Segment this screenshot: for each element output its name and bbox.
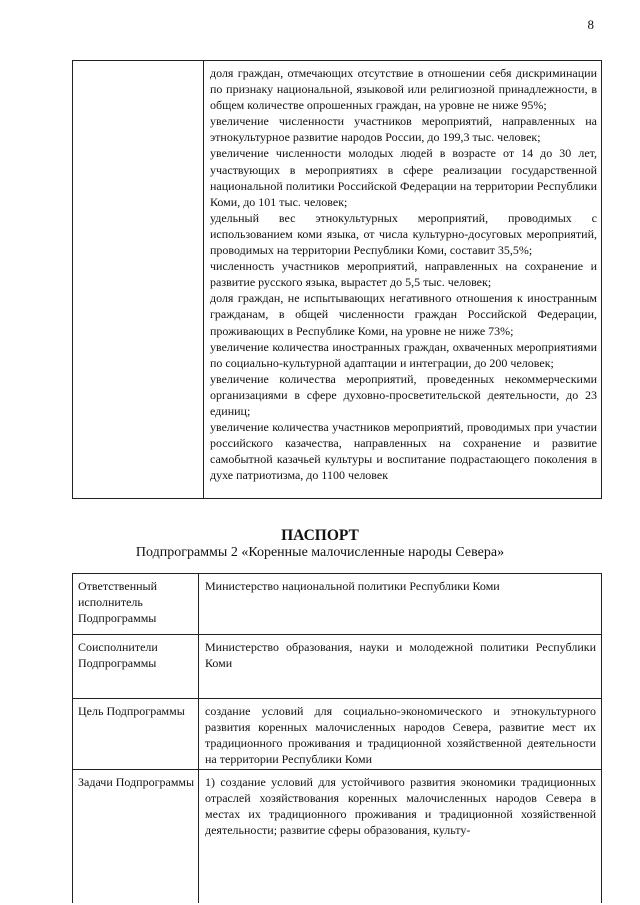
expected-results-cell xyxy=(210,65,597,483)
passport-subtitle: Подпрограммы 2 «Коренные малочисленные народы Севера» xyxy=(135,545,505,560)
row-label: Задачи Подпрограммы xyxy=(78,775,195,789)
result-item: увеличение численности участников мероприятий, направленных на этнокультурное развитие народов России, до 199,3 тыс. человек; xyxy=(210,114,597,145)
table-row xyxy=(73,635,601,699)
table-column-divider xyxy=(203,61,204,498)
result-item: увеличение численности молодых людей в возрасте от 14 до 30 лет, участвующих в мероприятиях в сфере реализации государственной национальной политики Российской Федерации на территории Республики Коми, до 101 тыс. человек; xyxy=(210,146,597,209)
row-value: 1) создание условий для устойчивого развития экономики традиционных отраслей хозяйствования коренных малочисленных народов Севера в местах их традиционного проживания и традиционной хозяйственной деятельности; развитие сферы образования, культу- xyxy=(205,775,596,837)
page-number: 8 xyxy=(587,17,594,32)
result-item: доля граждан, отмечающих отсутствие в отношении себя дискриминации по признаку национальной, языковой или религиозной принадлежности, в общем количестве опрошенных граждан, на уровне не ниже 95%; xyxy=(210,66,597,113)
row-label: Цель Подпрограммы xyxy=(78,704,185,718)
row-value: создание условий для социально-экономического и этнокультурного развития коренных малочисленных народов Севера, развитие мест их традиционного проживания и традиционной хозяйственной деятельности на территории Республики Коми xyxy=(205,704,596,766)
row-label: Соисполнители Подпрограммы xyxy=(78,640,158,670)
result-item: увеличение количества иностранных граждан, охваченных мероприятиями по социально-культурной адаптации и интеграции, до 200 человек; xyxy=(210,339,597,370)
indicators-table-continuation xyxy=(72,60,602,499)
result-item: увеличение количества мероприятий, проведенных некоммерческими организациями в сфере духовно-просветительской деятельности, до 23 единиц; xyxy=(210,371,597,418)
passport-table xyxy=(72,573,602,903)
result-item: численность участников мероприятий, направленных на сохранение и развитие русского языка, вырастет до 5,5 тыс. человек; xyxy=(210,259,597,290)
row-label: Ответственный исполнитель Подпрограммы xyxy=(78,579,158,625)
row-value: Министерство национальной политики Республики Коми xyxy=(205,579,500,593)
result-item: удельный вес этнокультурных мероприятий, проводимых с использованием коми языка, от числа культурно-досуговых мероприятий, проводимых на территории Республики Коми, составит 35,5%; xyxy=(210,210,597,258)
table-row xyxy=(73,699,601,770)
result-item: доля граждан, не испытывающих негативного отношения к иностранным гражданам, в общей численности граждан Российской Федерации, проживающих в Республике Коми, на уровне не ниже 73%; xyxy=(210,291,597,338)
table-row xyxy=(73,574,601,635)
row-value: Министерство образования, науки и молодежной политики Республики Коми xyxy=(205,640,596,670)
result-item: увеличение количества участников мероприятий, проводимых при участии российского казачества, направленных на сохранение и развитие самобытной казачьей культуры и воспитание подрастающего поколения в духе патриотизма, до 1100 человек xyxy=(210,420,597,483)
table-row xyxy=(73,770,601,904)
passport-title: ПАСПОРТ xyxy=(281,527,359,544)
